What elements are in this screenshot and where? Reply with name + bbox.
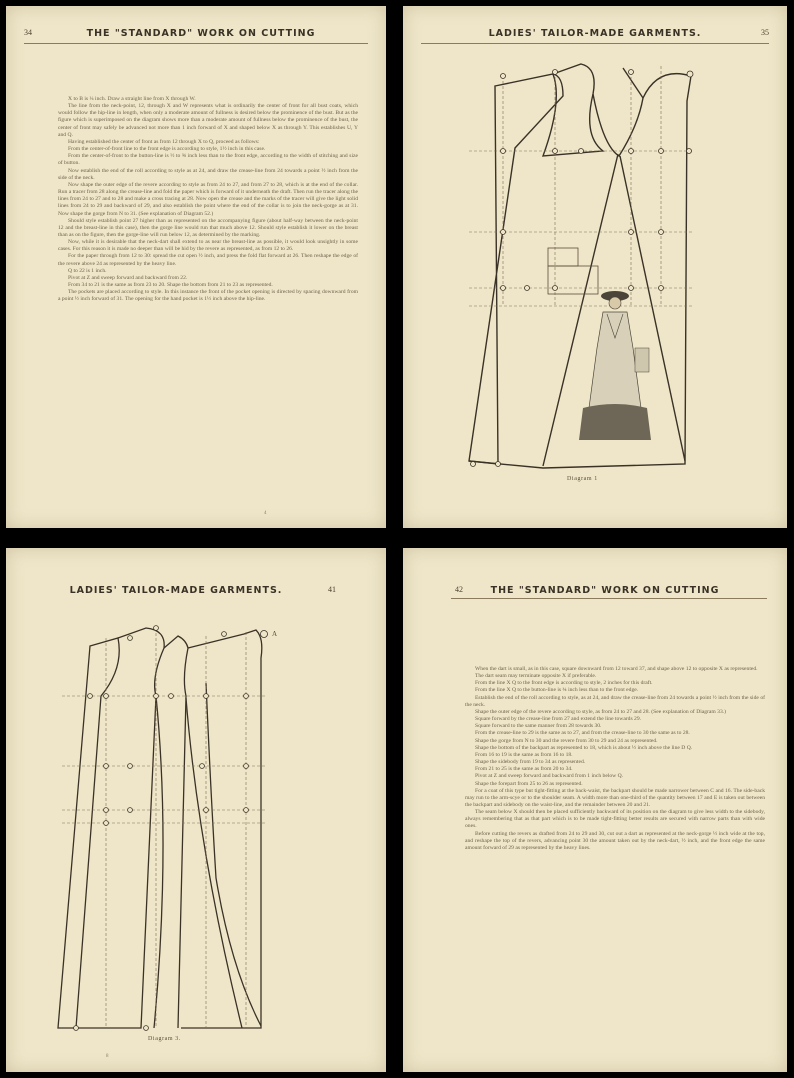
paragraph: Establish the end of the roll according to style, as at 24, and draw the crease-line from 24 towards a point ½ inch from the side of the neck. (465, 694, 765, 708)
paragraph: Q to 22 is 1 inch. (68, 267, 107, 274)
diagram-caption: Diagram 3. (148, 1036, 181, 1042)
book-page-41 (6, 548, 386, 1072)
paragraph: Now establish the end of the roll according to style as at 24, and draw the crease-line from 24 towards a point ½ inch from the side of the neck. (58, 167, 358, 181)
skirt (579, 404, 651, 440)
folio-mark: 4 (264, 511, 267, 516)
pattern-diagram-3 (6, 548, 386, 1072)
paragraph: When the dart is small, as in this case, square downward from 12 toward 37, and shape above 12 to opposite X as represented. (475, 666, 758, 672)
paragraph: From the center-of-front to the button-line is ½ to ⅝ inch less than to the front edge, according to the width of stitching and size of button. (58, 153, 358, 167)
construction-lines (62, 628, 266, 1028)
paragraph: The seam below X should then be placed sufficiently backward of its position on the diagram to give less width to the sidebody, always remembering that as that part which is to be made tight-fitting better results are secured with narrow parts than with wide ones. (465, 809, 765, 830)
book-page-42 (403, 548, 787, 1072)
running-head: THE "STANDARD" WORK ON CUTTING (490, 585, 720, 596)
muff (635, 348, 649, 372)
paragraph: Now, while it is desirable that the neck-dart shall extend to as near the breast-line as possible, it would look unsightly in some cases. For this reason it is made no deeper than will be hid by the revere as represented, as from 12 to 26. (58, 239, 358, 253)
paragraph: For a coat of this type but tight-fitting at the back-waist, the backpart should be made narrower between C and 16. The side-back may run to the arm-scye or to the shoulder seam. A width more than one-third of the quantity between 17 and E is taken out between the backpart and sidebody on the waist-line, and the remainder between 20 and 21. (465, 787, 765, 808)
paragraph: Pivot at Z and sweep forward and backward from 1 inch below Q. (475, 773, 624, 780)
paragraph: For the paper through from 12 to 30: spread the cut open ½ inch, and press the fold flat forward at 26. Then reshape the edge of the revere above 24 as represented by the heavy line. (58, 253, 358, 267)
head (609, 297, 621, 309)
paragraph: From the line X Q to the button-line is ¾ inch less than to the front edge. (475, 687, 639, 694)
page-text (465, 666, 765, 852)
paragraph: The pockets are placed according to style. In this instance the front of the pocket opening is directed by spacing downward from a point ½ inch forward of 31. The opening for the hand pocket is 1½ inch above the hip-line. (58, 289, 358, 303)
paragraph: Shape the gorge from N to 30 and the revere from 30 to 29 and 24 as represented. (475, 737, 658, 744)
header-rule (451, 598, 767, 599)
paragraph: The line from the neck-point, 12, through X and W represents what is ordinarily the center of front for all bust coats, which would follow the hip-line in length, when only a moderate amount of fullness is desired below the prominence of the bust. But as the figure which is superimposed on the diagram shows more than a moderate amount of fullness below the prominence of the bust, the center of front may safely be advanced not more than 1 inch forward of X and shaped below X as through Y. This establishes U, Y and Q. (58, 103, 358, 138)
paragraph: Square forward by the crease-line from 27 and extend the line towards 29. (475, 716, 642, 723)
paragraph: Shape the outer edge of the revere according to style, as from 24 to 27 and 28. (See explanation of Diagram 33.) (475, 708, 727, 715)
paragraph: From the line X Q to the front edge is according to style, 2 inches for this draft. (475, 680, 653, 687)
diagram-caption: Diagram 1 (567, 476, 598, 482)
paragraph: From 16 to 19 is the same as from 16 to 18. (475, 751, 573, 758)
paragraph: Before cutting the revers as drafted from 24 to 29 and 30, cut out a dart as represented at the neck-gorge ½ inch wide at the top, and reshape the top of the revers, advancing point 30 the amount taken out by the neck-dart, ½ inch, and the front edge the same amount forward of 29 as represented by the heavy lines. (465, 830, 765, 851)
paragraph: X to B is ¼ inch. Draw a straight line from X through W. (68, 96, 196, 102)
paragraph: Pivot at Z and sweep forward and backward from 22. (68, 274, 188, 281)
paragraph: Shape the sidebody from 19 to 34 as represented. (475, 759, 586, 766)
header-rule (24, 43, 368, 44)
running-head: LADIES' TAILOR-MADE GARMENTS. (69, 585, 283, 596)
paragraph: From 34 to 21 is the same as from 23 to 20. Shape the bottom from 21 to 23 as represented. (68, 282, 273, 289)
point-label-a: A (272, 630, 278, 638)
paragraph: Square forward to the same manner from 28 towards 30. (475, 723, 602, 730)
page-number: 35 (761, 28, 769, 37)
page-number: 41 (328, 585, 336, 594)
paragraph: Shape the bottom of the backpart as represented to 18, which is about ½ inch above the line D Q. (475, 744, 693, 751)
coat (589, 312, 641, 408)
running-head: THE "STANDARD" WORK ON CUTTING (86, 28, 316, 39)
paragraph: Having established the center of front as from 12 through X to Q, proceed as follows: (68, 138, 260, 145)
paragraph: Shape the forepart from 25 to 26 as represented. (475, 780, 583, 787)
construction-lines (469, 66, 693, 306)
paragraph: Should style establish point 27 higher than as represented on the accompanying figure (about half-way between the neck-point 12 and the breast-line in this case), then the gorge line would run that much above 12. Should style establish it lower on the breast than as on the figure, then the gorge-line will run below 12, as determined by the marking. (58, 217, 358, 238)
book-page-35 (403, 6, 787, 528)
book-page-34 (6, 6, 386, 528)
pattern-diagram-1 (403, 6, 787, 528)
page-text (58, 96, 358, 304)
running-head: LADIES' TAILOR-MADE GARMENTS. (488, 28, 702, 39)
paragraph: The dart seam may terminate opposite X if preferable. (475, 673, 597, 680)
folio-mark: 8 (106, 1054, 109, 1059)
paragraph: From the crease-line to 29 is the same as to 27, and from the crease-line to 30 the same as to 28. (475, 730, 690, 737)
page-number: 34 (24, 28, 32, 37)
page-number: 42 (455, 585, 463, 594)
paragraph: From 21 to 25 is the same as from 20 to 34. (475, 766, 573, 773)
fashion-plate-figure (571, 288, 655, 448)
paragraph: Now shape the outer edge of the revere according to style as from 24 to 27, and from 27 to 28, which is at the end of the collar. Run a tracer from 28 along the crease-line and fold the paper which is forward of it underneath the draft. Then run the tracer along the lines from 24 to 27 and to 28 and make a cross tracing at 28. Now open the crease and the marks of the tracer will give the light solid lines from 24 to 29 and backward of 29, and also establish the point where the end of the collar is to join the neck-gorge as at 31. Now shape the gorge from N to 31. (See explanation of Diagram 52.) (58, 181, 358, 217)
paragraph: From the center-of-front line to the front edge is according to style, 1½ inch in this case. (68, 146, 266, 153)
pattern-outline (58, 628, 262, 1028)
